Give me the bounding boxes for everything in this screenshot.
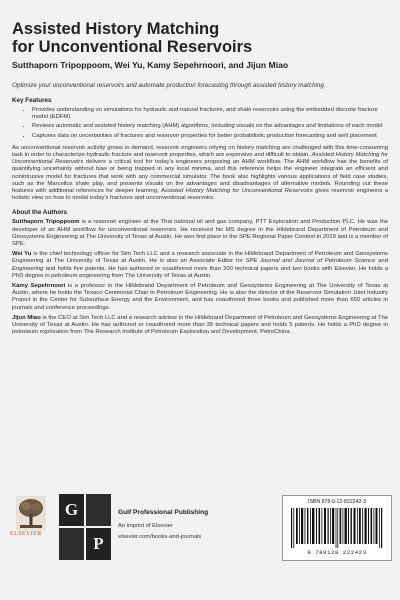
title-line-1: Assisted History Matching: [12, 20, 220, 38]
gp-block: [59, 528, 84, 560]
bio-text: is the chief technology officer for Sim Tech LLC and a research associate in the Hildebrand Department of Petroleum and Geosystems Engineering at The University of Texas at Austin. He is also an Associate Editor for: [12, 251, 388, 265]
bio-text: and holds five patents. He has authored or coauthored more than 200 technical papers and two books with Elsevier. He holds a PhD degree in petroleum engineering from The University of Texas at Austin.: [12, 265, 388, 279]
barcode-icon: [291, 508, 383, 548]
cover-footer: [0, 494, 400, 600]
book-description: [12, 145, 388, 203]
description-part-2: delivers a critical tool for today's engineers proposing an AHM workflow. The AHM workflow has the benefits of quantifying uncertainty without bias or being trapped in any local minima, and this reference helps the engineer integrate an efficient and nonintrusive model for fractures that work with any commercial simulator. The book also highlights various applications of field case studies, such as the Marcellus shale play, and presents visuals on the advantages and disadvantages of alternative models. Rounding out these features with additional references for deeper learning,: [12, 159, 388, 195]
description-part-1: As unconventional reservoir activity grows in demand, reservoir engineers relying on history matching are challenged with this time-consuming task in order to characterize hydraulic fracture and reservoir properties, which are expensive and difficult to obtain.: [12, 144, 388, 159]
bio-author-name: Wei Yu: [12, 251, 32, 258]
publisher-info: [118, 509, 278, 540]
key-features-heading: Key Features: [12, 97, 52, 104]
title-reference-1: Assisted History Matching for Unconventional Reservoirs: [12, 152, 388, 166]
key-features-list: [12, 107, 388, 140]
bio-text: is a reservoir engineer at the Thai national oil and gas company, PTT Exploration and Production PLC. He was the developer of an AHM workflow for unconventional reservoirs. He received his MS degree in the Hildebrand Department of Petroleum and Geosystems Engineering at The University of Texas at Austin. He won first place in the SPE Regional Paper Contest in 2019 and is a member of SPE.: [12, 219, 389, 248]
feature-item: • Reviews automatic and assisted history matching (AHM) algorithms, including visuals on the advantages and limitations of each model: [32, 123, 388, 130]
imprint-line: An imprint of Elsevier: [118, 523, 173, 529]
barcode-number: 9 780128 222423: [307, 549, 367, 556]
author-bio-tripoppoom: [12, 219, 388, 248]
publisher-name: Gulf Professional Publishing: [118, 509, 209, 516]
feature-item: • Provides understanding on simulations for hydraulic and natural fractures, and shale reservoirs using the embedded discrete fracture model (EDFM): [32, 107, 388, 121]
description-part-3: gives reservoir engineers a holistic view on how to model today's fractures and unconventional reservoirs.: [12, 188, 388, 202]
author-list: Sutthaporn Tripoppoom, Wei Yu, Kamy Sepehrnoori, and Jijun Miao: [12, 60, 289, 70]
elsevier-tree-icon: [16, 496, 46, 530]
author-bio-yu: [12, 251, 388, 280]
elsevier-wordmark: ELSEVIER: [10, 530, 42, 537]
bio-author-name: Jijun Miao: [12, 314, 41, 321]
bio-author-name: Sutthaporn Tripoppoom: [12, 219, 80, 226]
author-bio-miao: [12, 315, 388, 337]
book-title: [12, 20, 388, 56]
isbn-barcode: [282, 495, 392, 561]
tagline: Optimize your unconventional reservoirs and automate production forecasting through assisted history matching: [12, 82, 324, 89]
bio-text: is a professor in the Hildebrand Department of Petroleum and Geosystems Engineering at The University of Texas at Austin, where he holds the Texaco Centennial Chair in Petroleum Engineering. He is also the director of the Reservoir Simulation Joint Industry Project in the Center for Subsurface Energy and the Environment, and has coauthored three books and published more than 650 articles in journals and conference proceedings.: [12, 283, 388, 311]
gp-block: [86, 494, 111, 526]
about-authors-heading: About the Authors: [12, 209, 68, 217]
gp-letter-g: G: [59, 494, 84, 526]
bio-author-name: Kamy Sepehrnoori: [12, 283, 66, 290]
isbn-label: ISBN 978-0-12-822242-3: [308, 499, 366, 505]
cover-text-column: [12, 20, 388, 339]
publisher-url[interactable]: elsevier.com/books-and-journals: [118, 534, 202, 540]
gp-letter-p: P: [86, 528, 111, 560]
author-bio-sepehrnoori: [12, 283, 388, 312]
feature-item: • Captures data on uncertainties of fractures and reservoir properties for better probabilistic production forecasting and well placement: [32, 133, 388, 140]
elsevier-logo: [10, 496, 52, 540]
title-line-2: for Unconventional Reservoirs: [12, 38, 253, 56]
title-reference-2: Assisted History Matching for Unconventional Reservoirs: [161, 188, 313, 195]
gulf-professional-logo: [59, 494, 111, 560]
bio-text: is the CEO at Sim Tech LLC and a research advisor in the Hildebrand Department of Petroleum and Geosystems Engineering at The University of Texas at Austin. He has authored or coauthored more than 35 technical papers and holds 5 patents. He holds a PhD degree in petroleum exploration from The Research Institute of Petroleum Exploration and Development, PetroChina.: [12, 314, 388, 336]
bio-journal-names: SPE Journal and Journal of Petroleum Science and Engineering: [12, 258, 388, 272]
